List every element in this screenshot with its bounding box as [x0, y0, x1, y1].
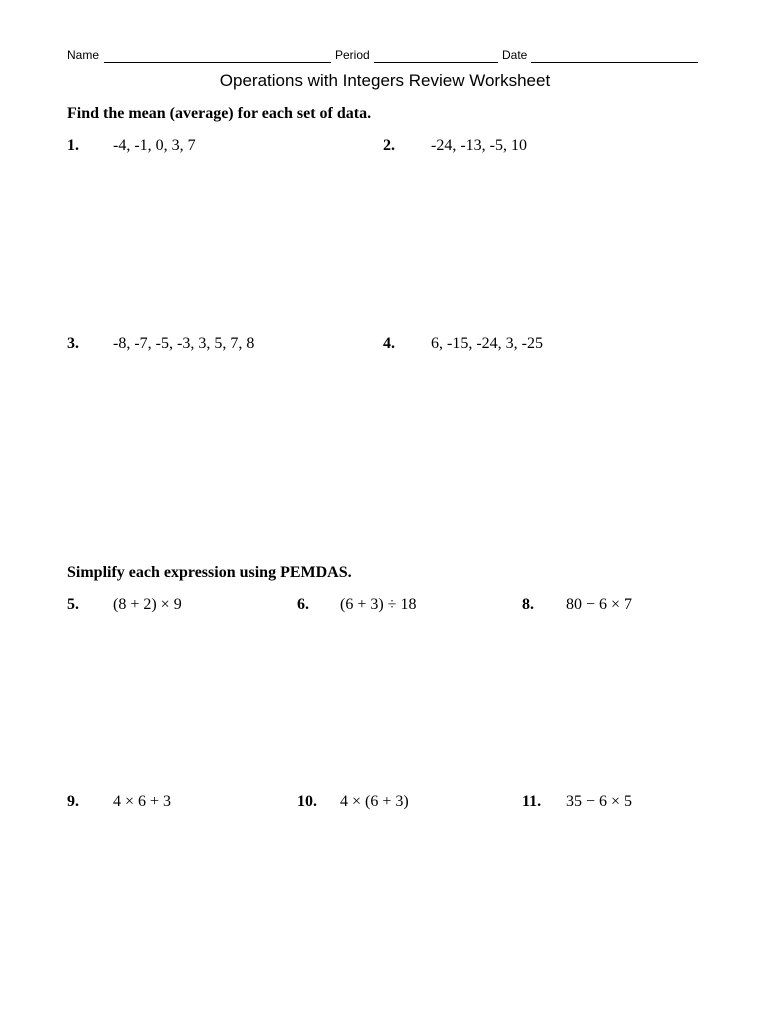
section-heading-pemdas: Simplify each expression using PEMDAS. [67, 564, 352, 581]
problem-number: 4. [383, 335, 395, 352]
period-label: Period [335, 48, 370, 62]
date-field[interactable] [531, 62, 698, 63]
period-field[interactable] [374, 62, 498, 63]
problem-text: (8 + 2) × 9 [113, 596, 182, 613]
problem-text: -24, -13, -5, 10 [431, 137, 527, 154]
problem-number: 5. [67, 596, 79, 613]
problem-text: 6, -15, -24, 3, -25 [431, 335, 543, 352]
problem-text: -4, -1, 0, 3, 7 [113, 137, 196, 154]
problem-number: 10. [297, 793, 317, 810]
problem-text: 80 − 6 × 7 [566, 596, 633, 613]
problem-number: 6. [297, 596, 309, 613]
problem-number: 1. [67, 137, 79, 154]
name-field[interactable] [104, 62, 331, 63]
problem-text: 4 × (6 + 3) [340, 793, 409, 810]
problem-text: (6 + 3) ÷ 18 [340, 596, 417, 613]
problem-text: -8, -7, -5, -3, 3, 5, 7, 8 [113, 335, 255, 352]
problem-number: 8. [522, 596, 534, 613]
problem-number: 11. [522, 793, 542, 810]
worksheet-title: Operations with Integers Review Worksheet [219, 71, 551, 90]
problem-number: 9. [67, 793, 79, 810]
section-heading-mean: Find the mean (average) for each set of data. [67, 105, 372, 122]
name-label: Name [67, 48, 100, 62]
problem-text: 35 − 6 × 5 [566, 793, 633, 810]
problem-number: 3. [67, 335, 79, 352]
problem-number: 2. [383, 137, 395, 154]
problem-text: 4 × 6 + 3 [113, 793, 172, 810]
date-label: Date [502, 48, 528, 62]
